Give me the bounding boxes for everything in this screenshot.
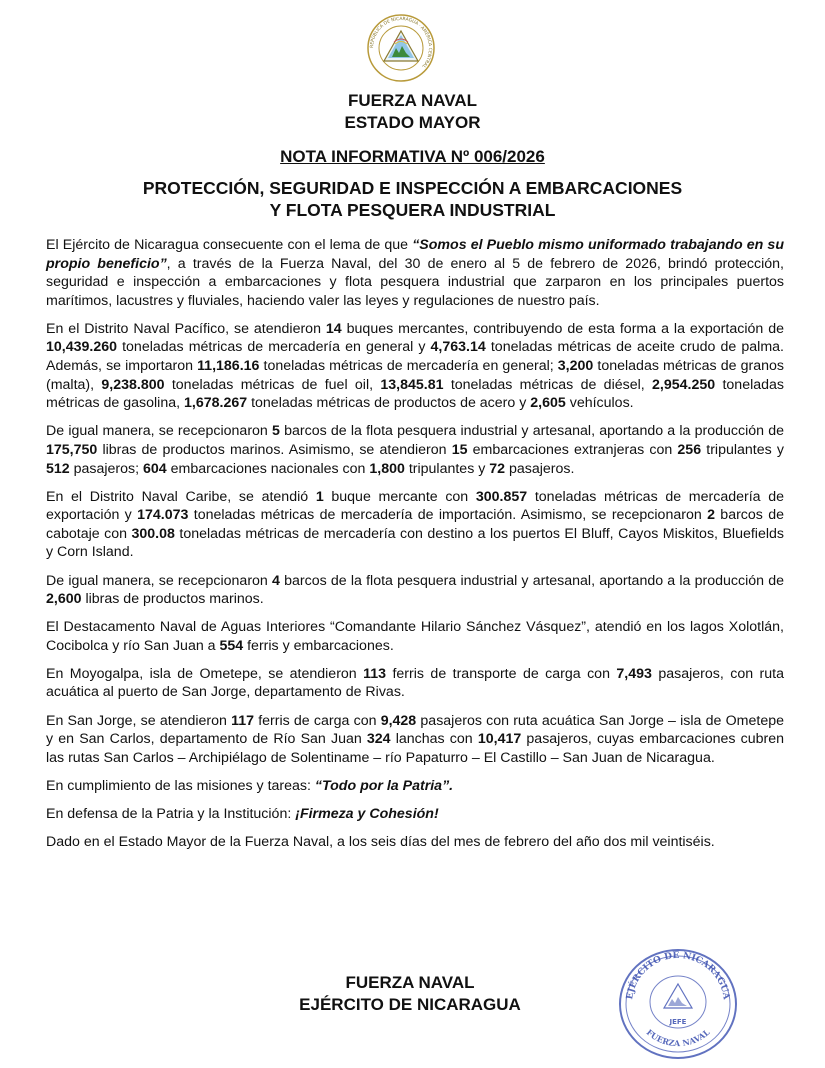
- paragraph-defense: En defensa de la Patria y la Institución: ¡Firmeza y Cohesión!: [46, 805, 439, 822]
- motto: ¡Firmeza y Cohesión!: [295, 805, 439, 822]
- paragraph-inland-waters: El Destacamento Naval de Aguas Interiores “Comandante Hilario Sánchez Vásquez”, atendió en los lagos Xolotlán, Cocibolca y río San Juan a 554 ferris y embarcaciones.: [46, 619, 784, 654]
- signature-institution: EJÉRCITO DE NICARAGUA: [299, 995, 521, 1014]
- note-title: NOTA INFORMATIVA Nº 006/2026: [280, 147, 545, 166]
- signature-unit: FUERZA NAVAL: [345, 973, 475, 992]
- document-body: [46, 236, 784, 861]
- svg-text:FUERZA NAVAL: FUERZA NAVAL: [644, 1027, 712, 1049]
- subject-line-2: Y FLOTA PESQUERA INDUSTRIAL: [269, 200, 556, 220]
- paragraph-mission: En cumplimiento de las misiones y tareas: “Todo por la Patria”.: [46, 777, 454, 794]
- subject-line-1: PROTECCIÓN, SEGURIDAD E INSPECCIÓN A EMBARCACIONES: [142, 178, 683, 198]
- paragraph-pacific: En el Distrito Naval Pacífico, se atendieron 14 buques mercantes, contribuyendo de esta forma a la exportación de 10,439.260 toneladas métricas de mercadería en general y 4,763.14 toneladas métricas de aceite crudo de palma. Además, se importaron 11,186.16 toneladas métricas de mercadería en general; 3,200 toneladas métricas de granos (malta), 9,238.800 toneladas métricas de fuel oil, 13,845.81 toneladas métricas de diésel, 2,954.250 toneladas métricas de gasolina, 1,678.267 toneladas métricas de productos de acero y 2,605 vehículos.: [46, 320, 785, 412]
- official-stamp: [610, 942, 746, 1062]
- paragraph-pacific-fleet: De igual manera, se recepcionaron 5 barcos de la flota pesquera industrial y artesanal, aportando a la producción de 175,750 libras de productos marinos. Asimismo, se atendieron 15 embarcaciones extranjeras con 256 tripulantes y 512 pasajeros; 604 embarcaciones nacionales con 1,800 tripulantes y 72 pasajeros.: [46, 423, 785, 477]
- paragraph-moyogalpa: En Moyogalpa, isla de Ometepe, se atendieron 113 ferris de transporte de carga con 7,493 pasajeros, con ruta acuática al puerto de San Jorge, departamento de Rivas.: [46, 665, 784, 701]
- coat-of-arms-seal: [365, 12, 437, 84]
- org-division: ESTADO MAYOR: [344, 113, 481, 132]
- paragraph-closing: Dado en el Estado Mayor de la Fuerza Naval, a los seis días del mes de febrero del año dos mil veintiséis.: [46, 834, 715, 851]
- paragraph-intro: El Ejército de Nicaragua consecuente con el lema de que “Somos el Pueblo mismo uniformado trabajando en su propio beneficio”, a través de la Fuerza Naval, del 30 de enero al 5 de febrero de 2026, brindó protección, seguridad e inspección a embarcaciones y flota pesquera industrial que zarparon en los principales puertos marítimos, lacustres y fluviales, haciendo valer las leyes y regulaciones de nuestro país.: [46, 237, 784, 309]
- svg-text:EJÉRCITO DE NICARAGUA: EJÉRCITO DE NICARAGUA: [625, 950, 731, 1001]
- stamp-label: JEFE: [669, 1018, 687, 1026]
- svg-text:REPÚBLICA DE NICARAGUA · AMÉRI: REPÚBLICA DE NICARAGUA · AMÉRICA CENTRAL: [369, 16, 433, 69]
- motto: “Todo por la Patria”.: [314, 777, 454, 794]
- org-name: FUERZA NAVAL: [347, 91, 478, 110]
- motto: “Somos el Pueblo mismo uniformado trabajando en su propio beneficio”: [46, 237, 784, 272]
- paragraph-caribbean: En el Distrito Naval Caribe, se atendió 1 buque mercante con 300.857 toneladas métricas de mercadería de exportación y 174.073 toneladas métricas de mercadería de importación. Asimismo, se recepcionaron 2 barcos de cabotaje con 300.08 toneladas métricas de mercadería con destino a los puertos El Bluff, Cayos Miskitos, Bluefields y Corn Island.: [46, 488, 785, 561]
- paragraph-san-jorge: En San Jorge, se atendieron 117 ferris de carga con 9,428 pasajeros con ruta acuática San Jorge – isla de Ometepe y en San Carlos, departamento de Río San Juan 324 lanchas con 10,417 pasajeros, cuyas embarcaciones cubren las rutas San Carlos – Archipiélago de Solentiname – río Papaturro – El Castillo – San Juan de Nicaragua.: [46, 712, 784, 766]
- paragraph-caribbean-fleet: De igual manera, se recepcionaron 4 barcos de la flota pesquera industrial y artesanal, aportando a la producción de 2,600 libras de productos marinos.: [46, 572, 785, 608]
